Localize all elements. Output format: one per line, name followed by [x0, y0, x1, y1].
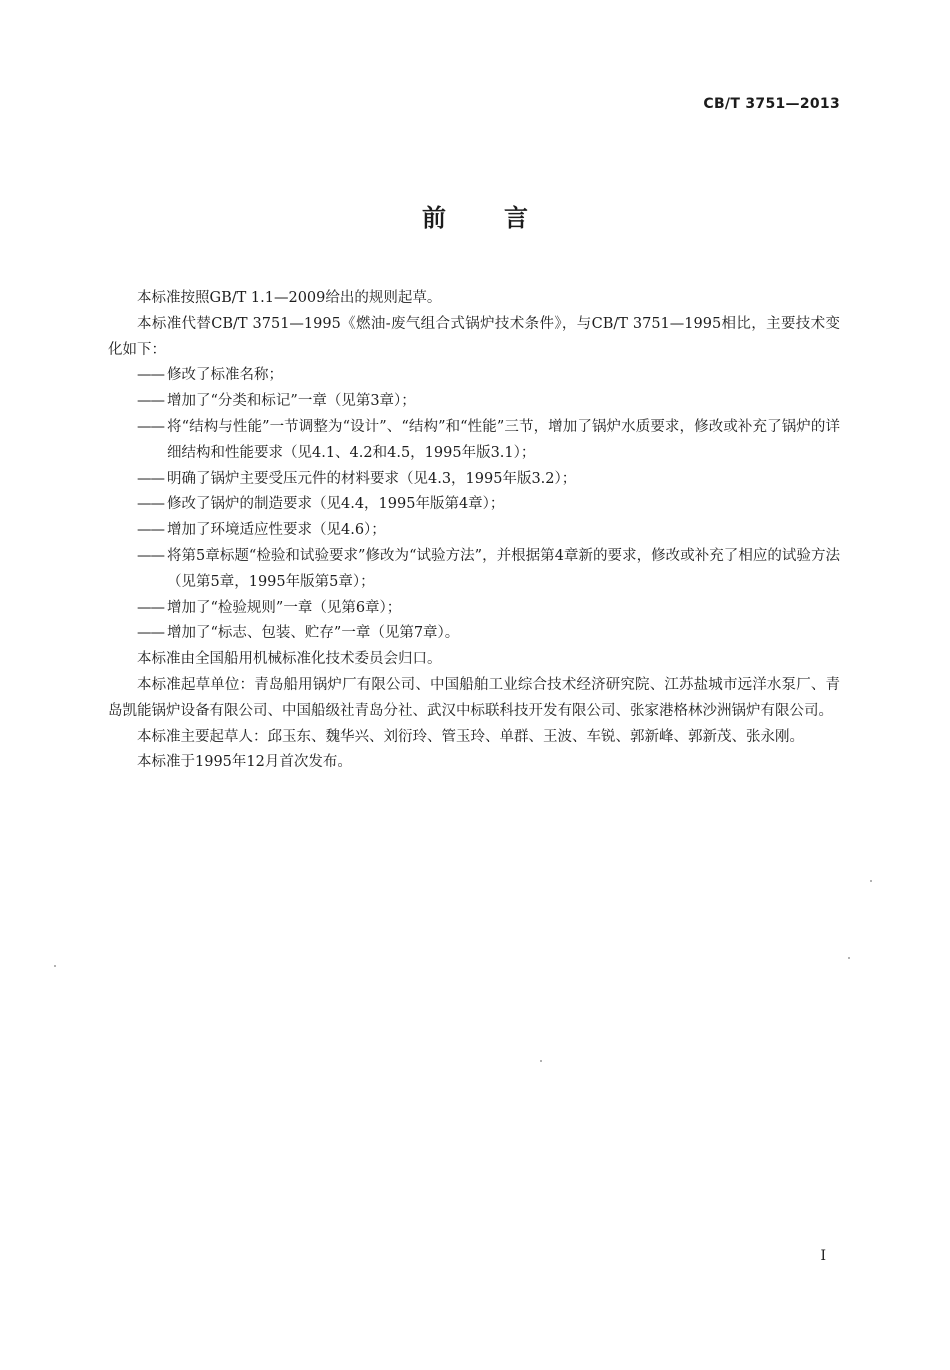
dash-marker: ——: [137, 496, 164, 513]
document-body: [108, 286, 840, 776]
paragraph-release-history: 本标准于1995年12月首次发布。: [137, 754, 352, 771]
scan-speck: [540, 1060, 542, 1062]
dash-marker: ——: [137, 547, 164, 564]
page-number: I: [820, 1248, 826, 1264]
scan-speck: [870, 880, 872, 882]
change-item: [108, 415, 840, 467]
dash-marker: ——: [137, 625, 164, 642]
standard-number: CB/T 3751—2013: [703, 96, 840, 112]
dash-marker: ——: [137, 599, 164, 616]
dash-marker: ——: [137, 367, 164, 384]
change-item: [108, 544, 840, 596]
change-item-text: 将“结构与性能”一节调整为“设计”、“结构”和“性能”三节，增加了锅炉水质要求，修改或补充了锅炉的详细结构和性能要求（见4.1、4.2和4.5，1995年版3.1）；: [167, 418, 840, 461]
change-item: [108, 363, 840, 389]
change-item-text: 修改了标准名称；: [167, 367, 283, 384]
change-item: [108, 492, 840, 518]
dash-marker: ——: [137, 393, 164, 410]
change-item-text: 增加了“分类和标记”一章（见第3章）；: [167, 393, 416, 410]
change-item-text: 增加了环境适应性要求（见4.6）；: [167, 522, 386, 539]
change-item-text: 增加了“检验规则”一章（见第6章）；: [167, 599, 402, 616]
scan-speck: [54, 965, 56, 967]
change-item: [108, 596, 840, 622]
change-item: [108, 389, 840, 415]
change-item: [108, 621, 840, 647]
scan-speck: [848, 957, 850, 959]
change-item-text: 修改了锅炉的制造要求（见4.4，1995年版第4章）；: [167, 496, 505, 513]
dash-marker: ——: [137, 418, 164, 435]
paragraph-committee: 本标准由全国船用机械标准化技术委员会归口。: [137, 651, 442, 668]
change-item: [108, 518, 840, 544]
change-item-text: 增加了“标志、包装、贮存”一章（见第7章）。: [167, 625, 460, 642]
dash-marker: ——: [137, 522, 164, 539]
change-item: [108, 467, 840, 493]
page-title: 前言: [422, 204, 586, 232]
paragraph-replacement: 本标准代替CB/T 3751—1995《燃油-废气组合式锅炉技术条件》，与CB/T 3751—1995相比，主要技术变化如下：: [108, 315, 840, 358]
change-item-text: 将第5章标题“检验和试验要求”修改为“试验方法”，并根据第4章新的要求，修改或补充了相应的试验方法（见第5章，1995年版第5章）；: [167, 547, 840, 590]
paragraph-drafting-units: 本标准起草单位：青岛船用锅炉厂有限公司、中国船舶工业综合技术经济研究院、江苏盐城市远洋水泵厂、青岛凯能锅炉设备有限公司、中国船级社青岛分社、武汉中标联科技开发有限公司、张家港格林沙洲锅炉有限公司。: [108, 676, 840, 719]
paragraph-drafting-rule: 本标准按照GB/T 1.1—2009给出的规则起草。: [137, 290, 442, 306]
change-item-text: 明确了锅炉主要受压元件的材料要求（见4.3，1995年版3.2）；: [167, 470, 577, 487]
dash-marker: ——: [137, 470, 164, 487]
paragraph-drafters: 本标准主要起草人：邱玉东、魏华兴、刘衍玲、管玉玲、单群、王波、车锐、郭新峰、郭新茂、张永刚。: [137, 728, 804, 745]
